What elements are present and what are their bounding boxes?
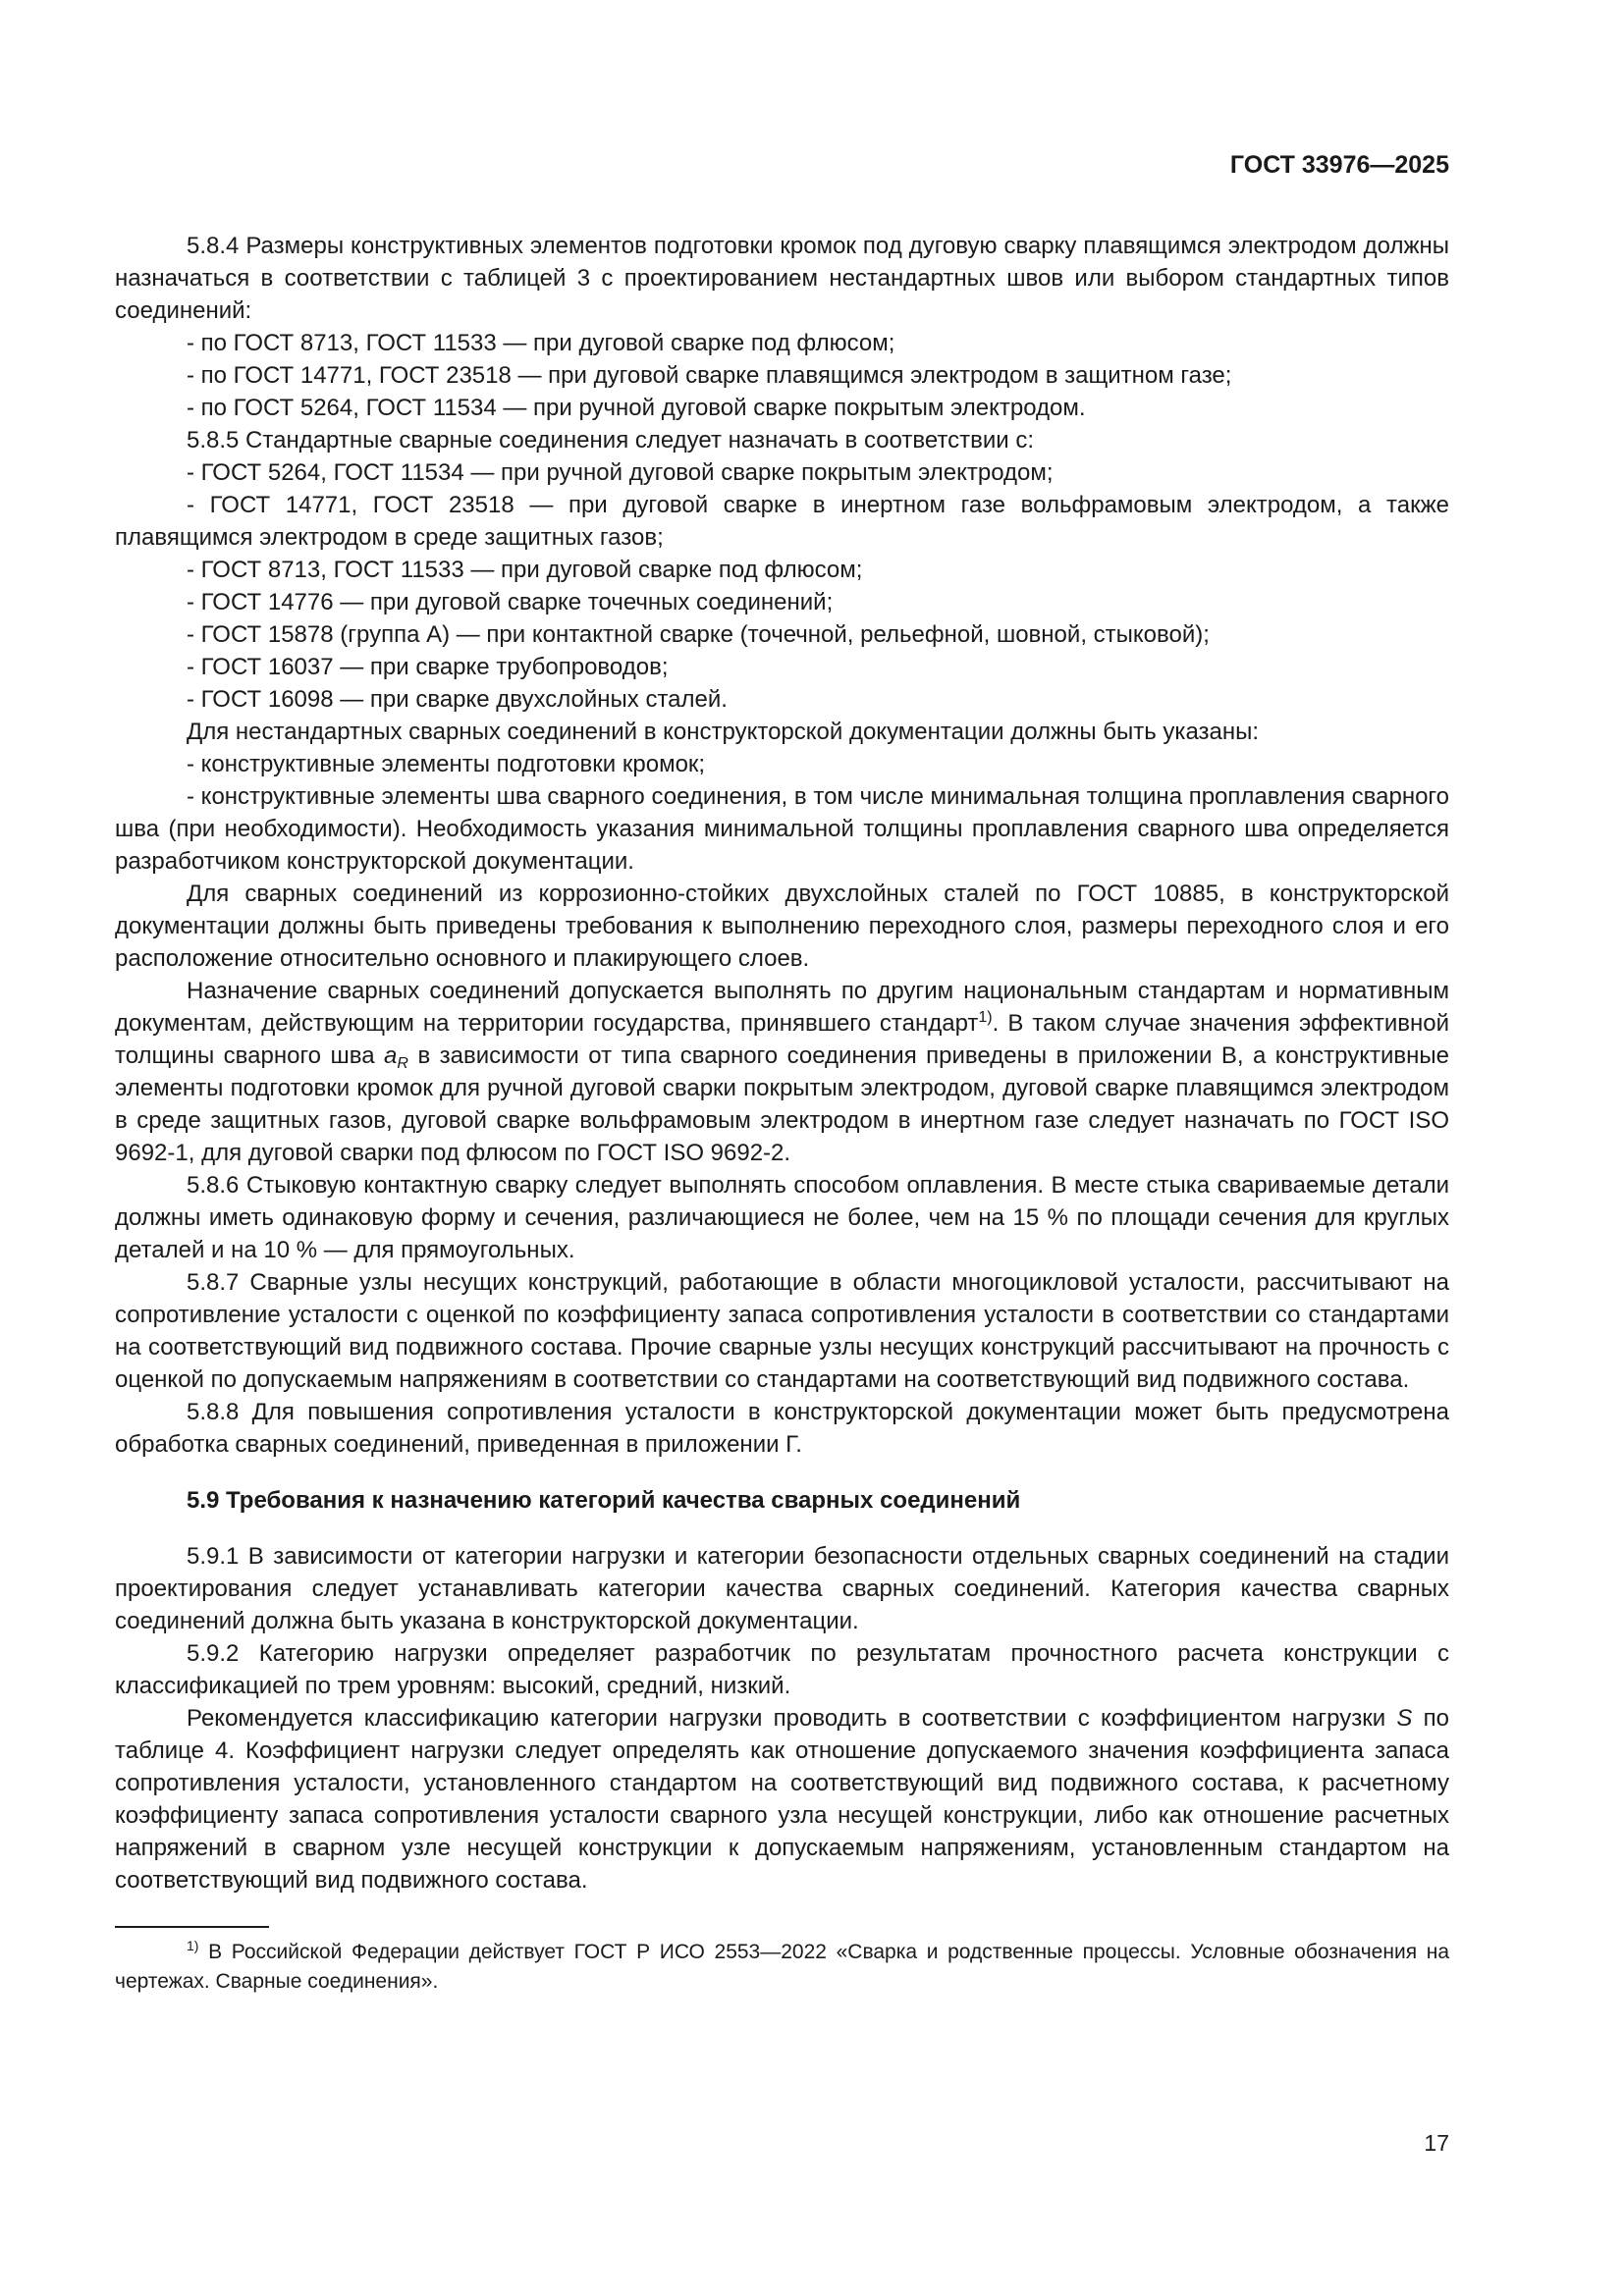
list-item: - ГОСТ 16037 — при сварке трубопроводов; [187, 654, 669, 680]
list-item: - по ГОСТ 5264, ГОСТ 11534 — при ручной дуговой сварке покрытым электродом. [187, 395, 1086, 421]
footnote-reference: 1) [978, 1009, 993, 1026]
paragraph-5-9-1: 5.9.1 В зависимости от категории нагрузки и категории безопасности отдельных сварных соединений на стадии проектирования следует устанавливать категории качества сварных соединений. Категория качества сварных соединений должна быть указана в конструкторской документации. [115, 1543, 1449, 1634]
symbol-s: S [1396, 1705, 1413, 1732]
main-content [115, 230, 1449, 1997]
corrosion-paragraph: Для сварных соединений из коррозионно-стойких двухслойных сталей по ГОСТ 10885, в конструкторской документации должны быть приведены требования к выполнению переходного слоя, размеры переходного слоя и его расположение относительно основного и плакирующего слоев. [115, 881, 1449, 972]
list-item: - ГОСТ 5264, ГОСТ 11534 — при ручной дуговой сварке покрытым электродом; [187, 459, 1054, 486]
list-item: - ГОСТ 14776 — при дуговой сварке точечных соединений; [187, 589, 834, 615]
list-item: - по ГОСТ 8713, ГОСТ 11533 — при дуговой сварке под флюсом; [187, 330, 895, 356]
paragraph-5-8-7: 5.8.7 Сварные узлы несущих конструкций, работающие в области многоцикловой усталости, рассчитывают на сопротивление усталости с оценкой по коэффициенту запаса сопротивления усталости в соответствии со стандартами на соответствующий вид подвижного состава. Прочие сварные узлы несущих конструкций рассчитывают на прочность с оценкой по допускаемым напряжениям в соответствии со стандартами на соответствующий вид подвижного состава. [115, 1269, 1449, 1393]
section-heading-5-9: 5.9 Требования к назначению категорий качества сварных соединений [187, 1487, 1021, 1514]
footnote [115, 1938, 1449, 1997]
list-item: - по ГОСТ 14771, ГОСТ 23518 — при дуговой сварке плавящимся электродом в защитном газе; [187, 362, 1232, 389]
list-item: - ГОСТ 8713, ГОСТ 11533 — при дуговой сварке под флюсом; [187, 557, 863, 583]
paragraph-5-8-5: 5.8.5 Стандартные сварные соединения следует назначать в соответствии с: [187, 427, 1035, 454]
list-item: - конструктивные элементы шва сварного соединения, в том числе минимальная толщина проплавления сварного шва (при необходимости). Необходимость указания минимальной толщины проплавления сварного шва определяется разработчиком конструкторской документации. [115, 783, 1449, 875]
text-span: по таблице 4. Коэффициент нагрузки следует определять как отношение допускаемого значения коэффициента запаса сопротивления усталости, установленного стандартом на соответствующий вид подвижного состава, к расчетному коэффициенту запаса сопротивления усталости сварного узла несущей конструкции, либо как отношение расчетных напряжений в сварном узле несущей конструкции к допускаемым напряжениям, установленным стандартом на соответствующий вид подвижного состава. [115, 1705, 1449, 1894]
text-span: в зависимости от типа сварного соединения приведены в приложении В, а конструктивные элементы подготовки кромок для ручной дуговой сварки покрытым электродом, дуговой сварке плавящимся электродом в среде защитных газов, дуговой сварке вольфрамовым электродом в инертном газе следует назначать по ГОСТ ISO 9692-1, для дуговой сварки под флюсом по ГОСТ ISO 9692-2. [115, 1042, 1449, 1166]
paragraph-5-8-6: 5.8.6 Стыковую контактную сварку следует выполнять способом оплавления. В месте стыка свариваемые детали должны иметь одинаковую форму и сечения, различающиеся не более, чем на 15 % по площади сечения для круглых деталей и на 10 % — для прямоугольных. [115, 1172, 1449, 1263]
list-item: - ГОСТ 14771, ГОСТ 23518 — при дуговой сварке в инертном газе вольфрамовым электродом, а также плавящимся электродом в среде защитных газов; [115, 492, 1449, 551]
text-span: Рекомендуется классификацию категории нагрузки проводить в соответствии с коэффициентом нагрузки [187, 1705, 1397, 1732]
national-standards-paragraph [115, 975, 1449, 1169]
nonstandard-intro: Для нестандартных сварных соединений в конструкторской документации должны быть указаны: [187, 719, 1260, 745]
text-span: Назначение сварных соединений допускается выполнять по другим национальным стандартам и нормативным документам, действующим на территории государства, принявшего стандарт [115, 978, 1449, 1037]
footnote-marker: 1) [187, 1938, 199, 1953]
document-code-header: ГОСТ 33976—2025 [1229, 151, 1449, 179]
text-span: . В таком случае значения эффективной толщины сварного шва [115, 1010, 1449, 1069]
paragraph-5-9-2: 5.9.2 Категорию нагрузки определяет разработчик по результатам прочностного расчета конструкции с классификацией по трем уровням: высокий, средний, низкий. [115, 1640, 1449, 1699]
symbol-a: a [384, 1042, 398, 1069]
recommendation-paragraph [115, 1702, 1449, 1896]
list-item: - конструктивные элементы подготовки кромок; [187, 751, 706, 777]
footnote-divider [115, 1926, 269, 1928]
page-number: 17 [1424, 2130, 1449, 2156]
paragraph-5-8-8: 5.8.8 Для повышения сопротивления усталости в конструкторской документации может быть предусмотрена обработка сварных соединений, приведенная в приложении Г. [115, 1399, 1449, 1458]
list-item: - ГОСТ 15878 (группа А) — при контактной сварке (точечной, рельефной, шовной, стыковой); [187, 621, 1210, 648]
footnote-text: В Российской Федерации действует ГОСТ Р ИСО 2553—2022 «Сварка и родственные процессы. Условные обозначения на чертежах. Сварные соединения». [115, 1941, 1449, 1993]
paragraph-5-8-4: 5.8.4 Размеры конструктивных элементов подготовки кромок под дуговую сварку плавящимся электродом должны назначаться в соответствии с таблицей 3 с проектированием нестандартных швов или выбором стандартных типов соединений: [115, 233, 1449, 324]
list-item: - ГОСТ 16098 — при сварке двухслойных сталей. [187, 686, 728, 713]
symbol-subscript-r: R [397, 1055, 408, 1072]
